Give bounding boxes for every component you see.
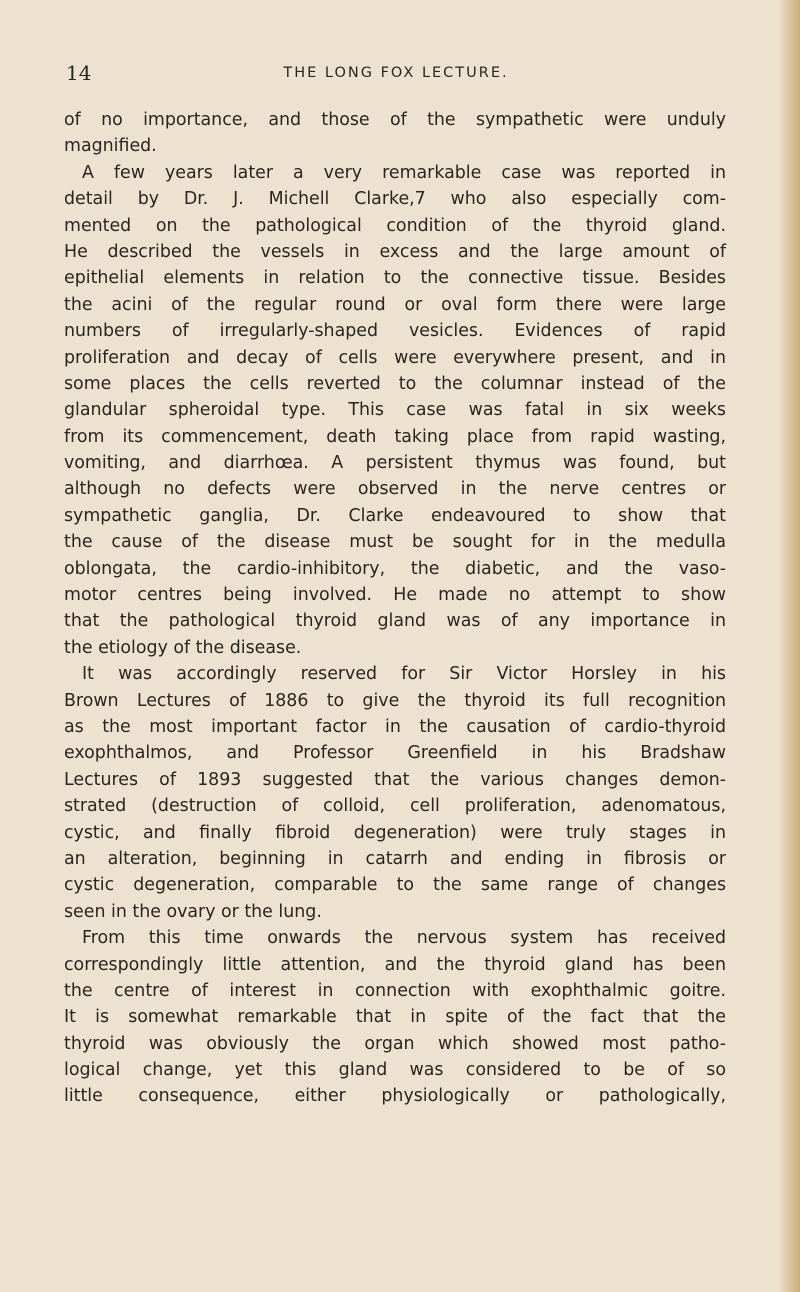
text-line: From this time onwards the nervous system has received [82, 928, 726, 949]
text-line: from its commencement, death taking place from rapid wasting, [64, 426, 726, 447]
text-line: cystic degeneration, comparable to the same range of changes [64, 875, 726, 896]
text-line: oblongata, the cardio-inhibitory, the diabetic, and the vaso- [64, 558, 726, 579]
text-line: little consequence, either physiologically or pathologically, [64, 1086, 726, 1107]
text-line: glandular spheroidal type. This case was fatal in six weeks [64, 400, 726, 421]
text-line: mented on the pathological condition of the thyroid gland. [64, 215, 726, 236]
text-line: Brown Lectures of 1886 to give the thyroid its full recognition [64, 690, 726, 711]
text-line: It was accordingly reserved for Sir Victor Horsley in his [82, 664, 726, 685]
text-line: vomiting, and diarrhœa. A persistent thymus was found, but [64, 453, 726, 474]
text-line: as the most important factor in the causation of cardio-thyroid [64, 716, 726, 737]
text-line: magnified. [64, 136, 157, 157]
text-line: the etiology of the disease. [64, 637, 302, 658]
text-line: cystic, and finally fibroid degeneration) were truly stages in [64, 822, 726, 843]
text-line: He described the vessels in excess and the large amount of [64, 241, 726, 262]
text-line: sympathetic ganglia, Dr. Clarke endeavoured to show that [64, 505, 726, 526]
text-line: exophthalmos, and Professor Greenfield in his Bradshaw [64, 743, 726, 764]
text-line: numbers of irregularly-shaped vesicles. Evidences of rapid [64, 321, 726, 342]
text-line: although no defects were observed in the nerve centres or [64, 479, 726, 500]
text-line: proliferation and decay of cells were everywhere present, and in [64, 347, 726, 368]
text-line: the centre of interest in connection with exophthalmic goitre. [64, 980, 726, 1001]
page-header [66, 58, 726, 88]
text-line: detail by Dr. J. Michell Clarke,7 who also especially com- [64, 189, 726, 210]
text-line: that the pathological thyroid gland was of any importance in [64, 611, 726, 632]
text-line: an alteration, beginning in catarrh and ending in fibrosis or [64, 848, 726, 869]
text-line: thyroid was obviously the organ which showed most patho- [64, 1033, 726, 1054]
text-line: of no importance, and those of the sympathetic were unduly [64, 110, 726, 130]
text-line: epithelial elements in relation to the connective tissue. Besides [64, 268, 726, 289]
text-line: strated (destruction of colloid, cell proliferation, adenomatous, [64, 796, 726, 817]
running-title: THE LONG FOX LECTURE. [283, 65, 509, 81]
text-line: motor centres being involved. He made no attempt to show [64, 585, 726, 606]
page-number: 14 [66, 61, 92, 85]
text-line: logical change, yet this gland was considered to be of so [64, 1060, 726, 1081]
page-edge [780, 0, 800, 1292]
text-line: the cause of the disease must be sought for in the medulla [64, 532, 726, 553]
text-line: A few years later a very remarkable case was reported in [82, 162, 726, 183]
text-line: some places the cells reverted to the columnar instead of the [64, 373, 726, 394]
text-line: the acini of the regular round or oval form there were large [64, 294, 726, 315]
text-line: correspondingly little attention, and the thyroid gland has been [64, 954, 726, 975]
text-line: seen in the ovary or the lung. [64, 901, 322, 922]
text-line: Lectures of 1893 suggested that the various changes demon- [64, 769, 726, 790]
text-line: It is somewhat remarkable that in spite of the fact that the [64, 1007, 726, 1028]
body-text [64, 107, 726, 1110]
